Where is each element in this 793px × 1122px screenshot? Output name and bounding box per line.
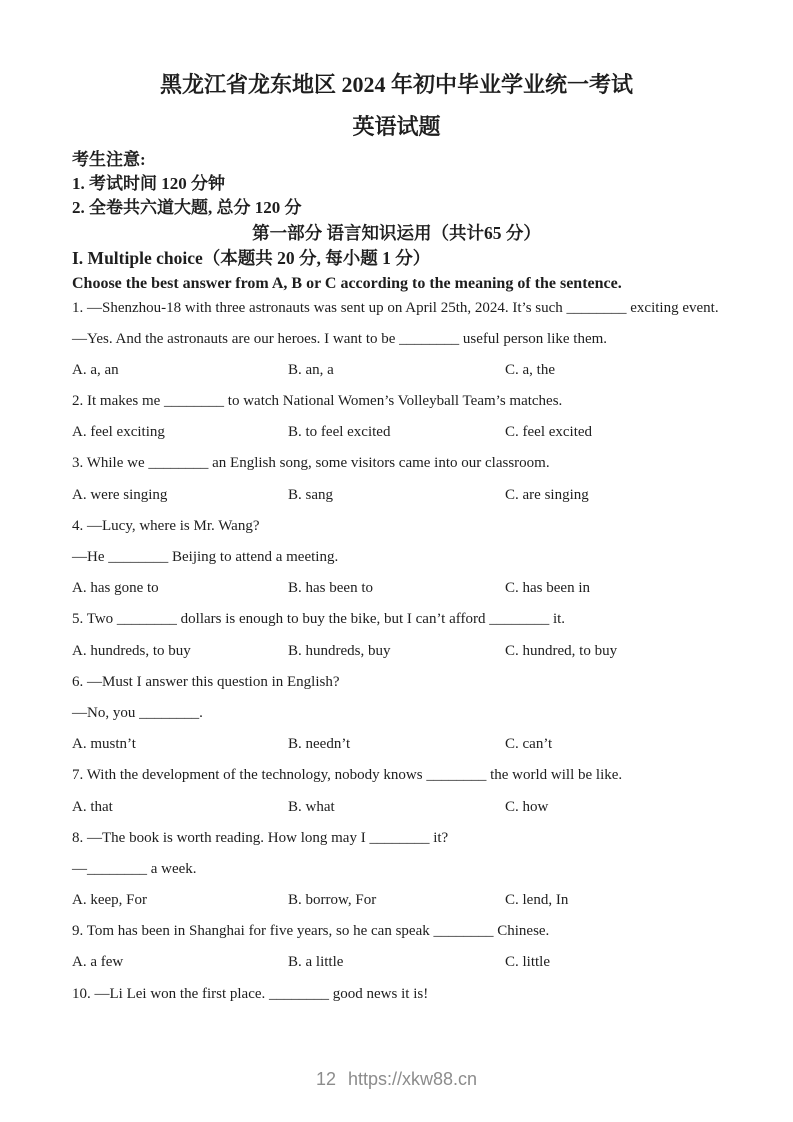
question-line: 4. —Lucy, where is Mr. Wang? [72, 517, 260, 534]
question-line: —________ a week. [72, 860, 197, 877]
option-b: B. has been to [288, 580, 373, 597]
option-a: A. a few [72, 954, 124, 971]
options-row [72, 729, 721, 760]
options-row [72, 885, 721, 916]
option-a: A. keep, For [72, 892, 147, 909]
option-b: B. to feel excited [288, 424, 391, 441]
question-line: 8. —The book is worth reading. How long may I ________ it? [72, 829, 449, 846]
option-b: B. a little [288, 954, 344, 971]
option-c: C. can’t [505, 736, 553, 753]
option-b: B. what [288, 798, 335, 815]
exam-title: 黑龙江省龙东地区 2024 年初中毕业学业统一考试 [159, 72, 633, 97]
option-c: C. lend, In [505, 892, 569, 909]
question-line: 1. —Shenzhou-18 with three astronauts was sent up on April 25th, 2024. It’s such ________ exciting event. [72, 299, 719, 316]
page-footer [0, 1066, 793, 1092]
exam-subtitle: 英语试题 [352, 114, 441, 139]
questions [72, 293, 721, 1010]
option-b: B. an, a [288, 361, 334, 378]
question-line: 3. While we ________ an English song, some visitors came into our classroom. [72, 455, 550, 472]
option-c: C. how [505, 798, 549, 815]
section-heading: 第一部分 语言知识运用（共计65 分） [252, 223, 541, 243]
options-row [72, 636, 721, 667]
option-c: C. a, the [505, 361, 555, 378]
part1-heading: I. Multiple choice（本题共 20 分, 每小题 1 分） [72, 248, 431, 268]
option-a: A. has gone to [72, 580, 159, 597]
option-b: B. sang [288, 486, 333, 503]
question-line: 7. With the development of the technology, nobody knows ________ the world will be like. [72, 767, 623, 784]
option-a: A. feel exciting [72, 424, 165, 441]
option-c: C. hundred, to buy [505, 642, 618, 659]
option-a: A. that [72, 798, 113, 815]
options-row [72, 480, 721, 511]
option-b: B. hundreds, buy [288, 642, 391, 659]
option-c: C. are singing [505, 486, 589, 503]
options-row [72, 417, 721, 448]
question-line: —He ________ Beijing to attend a meeting. [72, 549, 339, 565]
notice-item: 1. 考试时间 120 分钟 [72, 174, 225, 193]
footer-url: https://xkw88.cn [347, 1069, 478, 1089]
option-a: A. hundreds, to buy [72, 642, 191, 659]
options-row [72, 355, 721, 386]
options-row [72, 947, 721, 978]
question-line: —No, you ________. [72, 704, 203, 721]
option-c: C. little [505, 954, 550, 971]
part1-instruction: Choose the best answer from A, B or C according to the meaning of the sentence. [72, 275, 622, 292]
option-b: B. needn’t [288, 736, 351, 753]
notice-heading: 考生注意: [72, 150, 146, 169]
option-c: C. feel excited [505, 424, 593, 441]
notice-item: 2. 全卷共六道大题, 总分 120 分 [72, 198, 302, 217]
question-line: 5. Two ________ dollars is enough to buy the bike, but I can’t afford ________ it. [72, 611, 566, 628]
question-line: 10. —Li Lei won the first place. ________ good news it is! [72, 985, 429, 1002]
question-line: 2. It makes me ________ to watch National Women’s Volleyball Team’s matches. [72, 393, 563, 410]
question-line: 6. —Must I answer this question in English? [72, 673, 340, 690]
option-a: A. a, an [72, 361, 119, 378]
page-number: 12 [315, 1069, 336, 1089]
options-row [72, 792, 721, 823]
options-row [72, 573, 721, 604]
option-a: A. mustn’t [72, 736, 136, 753]
question-line: —Yes. And the astronauts are our heroes. I want to be ________ useful person like them. [72, 330, 608, 347]
question-line: 9. Tom has been in Shanghai for five years, so he can speak ________ Chinese. [72, 923, 550, 940]
candidate-notice [72, 148, 721, 220]
option-a: A. were singing [72, 486, 168, 503]
option-c: C. has been in [505, 580, 590, 597]
option-b: B. borrow, For [288, 892, 377, 909]
